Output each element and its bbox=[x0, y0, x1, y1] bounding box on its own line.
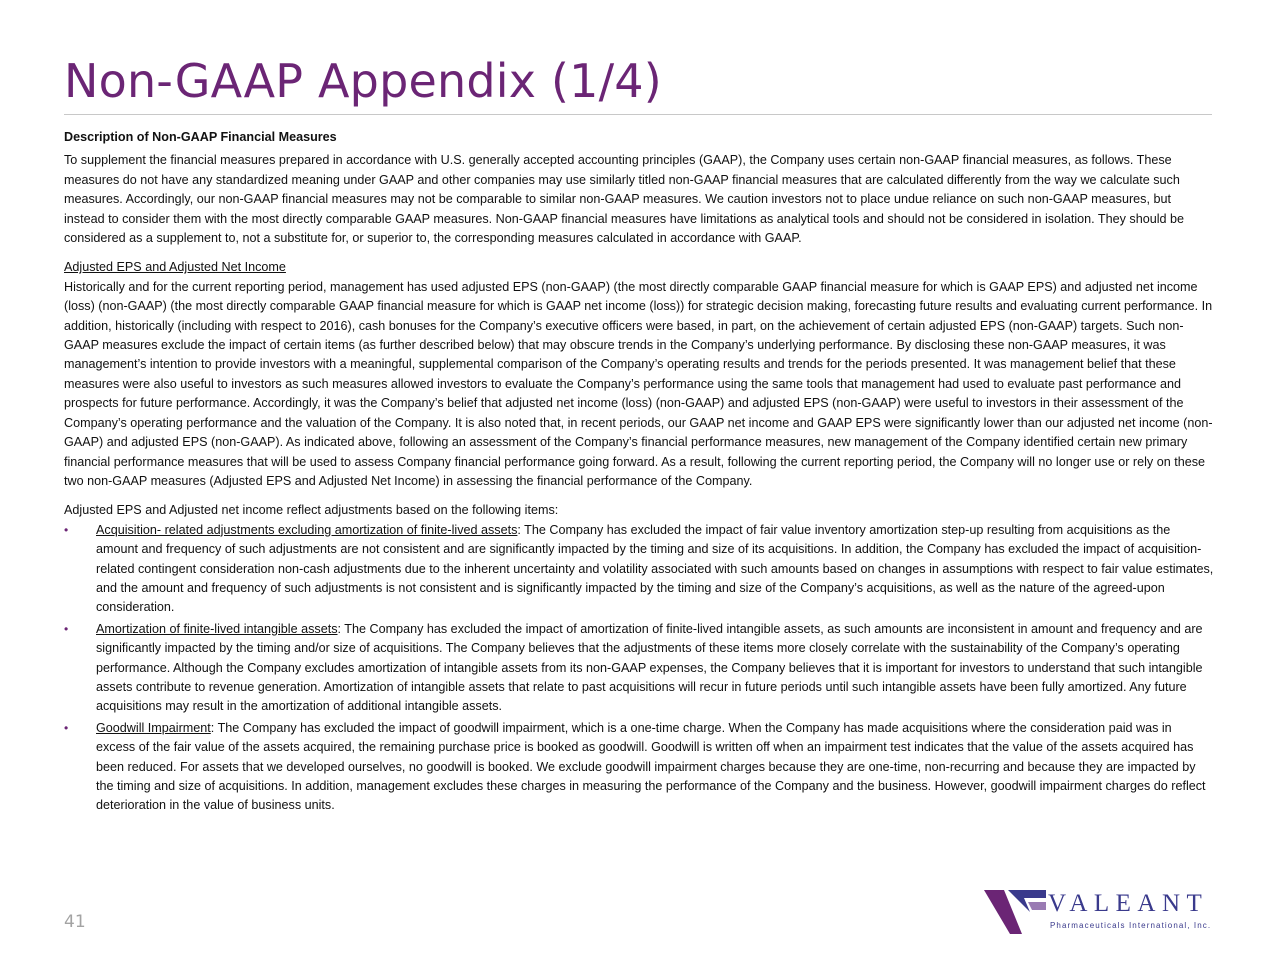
bullet-title: Goodwill Impairment bbox=[96, 720, 211, 735]
bullet-text: : The Company has excluded the impact of amortization of finite-lived intangible assets, as such amounts are inconsistent in amount and frequency and are significantly impacted by the timing and/or size of acquisitions. The Company believes that the adjustments of these items more closely correlate with the sustainability of the Company’s operating performance. Although the Company excludes amortization of intangible assets from its non-GAAP expenses, the Company believes that it is important for investors to understand that such intangible assets contribute to revenue generation. Amortization of intangible assets that relate to past acquisitions will recur in future periods until such intangible assets have been fully amortized. Any future acquisitions may result in the amortization of additional intangible assets. bbox=[96, 621, 1203, 714]
bullet-title: Amortization of finite-lived intangible assets bbox=[96, 621, 338, 636]
valeant-logo bbox=[984, 890, 1214, 934]
bullet-title: Acquisition- related adjustments excluding amortization of finite-lived assets bbox=[96, 522, 518, 537]
bullet-text: : The Company has excluded the impact of fair value inventory amortization step-up resulting from acquisitions as the amount and frequency of such adjustments are not consistent and are significantly impacted by the timing and size of its acquisitions. In addition, the Company has excluded the impact of acquisition-related contingent consideration non-cash adjustments due to the inherent uncertainty and volatility associated with such amounts based on changes in assumptions with respect to fair value estimates, and the amount and frequency of such adjustments is not consistent and is significantly impacted by the timing and size of the Company’s acquisitions, as well as the nature of the agreed-upon consideration. bbox=[96, 522, 1214, 615]
bullet-icon: • bbox=[64, 522, 69, 537]
logo-name: VALEANT bbox=[1048, 890, 1209, 917]
description-heading: Description of Non-GAAP Financial Measures bbox=[64, 130, 337, 144]
bullet-icon: • bbox=[64, 621, 69, 636]
logo-tagline: Pharmaceuticals International, Inc. bbox=[1050, 921, 1212, 930]
logo-mark-icon bbox=[984, 890, 1046, 934]
page-number: 41 bbox=[64, 912, 86, 932]
slide-title: Non-GAAP Appendix (1/4) bbox=[64, 54, 662, 108]
adjusted-eps-heading: Adjusted EPS and Adjusted Net Income bbox=[64, 260, 286, 275]
list-item bbox=[64, 620, 1214, 717]
list-item bbox=[64, 521, 1214, 618]
slide-content bbox=[64, 128, 1214, 818]
bullet-icon: • bbox=[64, 720, 69, 735]
adjustments-intro: Adjusted EPS and Adjusted net income reflect adjustments based on the following items: bbox=[64, 503, 559, 518]
bullet-text: : The Company has excluded the impact of goodwill impairment, which is a one-time charge. When the Company has made acquisitions where the consideration paid was in excess of the fair value of the assets acquired, the remaining purchase price is booked as goodwill. Goodwill is written off when an impairment test indicates that the value of the assets acquired has been reduced. For assets that we developed ourselves, no goodwill is booked. We exclude goodwill impairment charges because they are one-time, non-recurring and because they are impacted by the timing and size of acquisitions. In addition, management excludes these charges in measuring the performance of the Company and the business. However, goodwill impairment charges do reflect deterioration in the value of business units. bbox=[96, 720, 1206, 813]
list-item bbox=[64, 719, 1214, 816]
adjustments-list bbox=[64, 521, 1214, 816]
title-divider bbox=[64, 114, 1212, 115]
adjusted-eps-paragraph: Historically and for the current reporting period, management has used adjusted EPS (non-GAAP) (the most directly comparable GAAP financial measure for which is GAAP EPS) and adjusted net income (loss) (non-GAAP) (the most directly comparable GAAP financial measure for which is GAAP net income (loss)) for strategic decision making, forecasting future results and evaluating current performance. In addition, historically (including with respect to 2016), cash bonuses for the Company’s executive officers were based, in part, on the achievement of certain adjusted EPS (non-GAAP) targets. Such non-GAAP measures exclude the impact of certain items (as further described below) that may obscure trends in the Company’s underlying performance. By disclosing these non-GAAP measures, it was management’s intention to provide investors with a meaningful, supplemental comparison of the Company’s operating results and trends for the periods presented. It was management belief that these measures were also useful to investors as such measures allowed investors to evaluate the Company’s performance using the same tools that management had used to evaluate past performance and prospects for future performance. Accordingly, it was the Company’s belief that adjusted net income (loss) (non-GAAP) and adjusted EPS (non-GAAP) were useful to investors in their assessment of the Company’s operating performance and the valuation of the Company. It is also noted that, in recent periods, our GAAP net income and GAAP EPS were significantly lower than our adjusted net income (non-GAAP) and adjusted EPS (non-GAAP). As indicated above, following an assessment of the Company’s financial performance measures, new management of the Company identified certain new primary financial performance measures that will be used to assess Company financial performance going forward. As a result, following the current reporting period, the Company will no longer use or rely on these two non-GAAP measures (Adjusted EPS and Adjusted Net Income) in assessing the financial performance of the Company. bbox=[64, 279, 1213, 488]
description-paragraph: To supplement the financial measures prepared in accordance with U.S. generally accepted accounting principles (GAAP), the Company uses certain non-GAAP financial measures, as follows. These measures do not have any standardized meaning under GAAP and other companies may use similarly titled non-GAAP financial measures that are calculated differently from the way we calculate such measures. Accordingly, our non-GAAP financial measures may not be comparable to similar non-GAAP measures. We caution investors not to place undue reliance on such non-GAAP measures, but instead to consider them with the most directly comparable GAAP measures. Non-GAAP financial measures have limitations as analytical tools and should not be considered in isolation. They should be considered as a supplement to, not a substitute for, or superior to, the corresponding measures calculated in accordance with GAAP. bbox=[64, 153, 1185, 246]
